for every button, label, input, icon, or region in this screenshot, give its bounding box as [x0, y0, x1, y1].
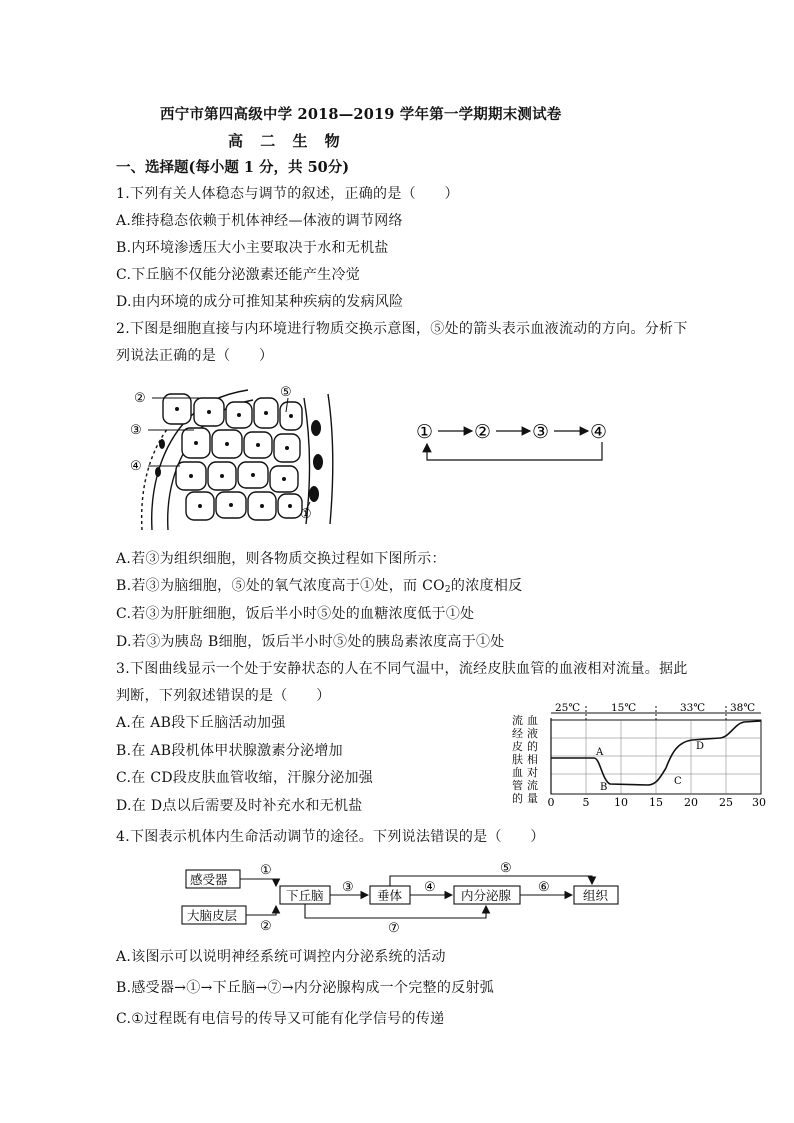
ylabel-char: 液 [527, 727, 538, 740]
q2-option-c: C.若③为肝脏细胞，饭后半小时⑤处的血糖浓度低于①处 [116, 606, 475, 622]
ylabel-char: 经 [512, 727, 523, 740]
q1-option-d: D.由内环境的成分可推知某种疾病的发病风险 [116, 294, 404, 310]
point-label-c: C [674, 776, 682, 787]
box-endocrine: 内分泌腺 [461, 888, 512, 903]
flow-node-1: ① [416, 421, 434, 443]
section-title: 一、选择题(每小题 1 分，共 50分) [116, 159, 350, 176]
tissue-label-2: ② [134, 391, 146, 406]
q2-stem-line1: 2.下图是细胞直接与内环境进行物质交换示意图，⑤处的箭头表示血液流动的方向。分析下 [116, 321, 688, 337]
temp-label-15: 15℃ [611, 702, 637, 714]
xtick-label: 5 [582, 796, 590, 809]
q3-option-d: D.在 D点以后需要及时补充水和无机盐 [116, 798, 363, 814]
point-label-b: B [600, 782, 608, 793]
q4-option-b: B.感受器→①→下丘脑→⑦→内分泌腺构成一个完整的反射弧 [116, 980, 495, 996]
ylabel-char: 皮 [512, 740, 523, 753]
q2-option-b-tail: 的浓度相反 [450, 578, 523, 594]
flow-node-4: ④ [590, 421, 608, 443]
box-hypothalamus: 下丘脑 [286, 888, 324, 903]
box-cortex: 大脑皮层 [187, 908, 238, 923]
ylabel-char: 肤 [512, 753, 523, 766]
path-label-4: ④ [424, 880, 436, 895]
path-label-2: ② [260, 919, 272, 934]
q2-option-b-subscript: 2 [444, 585, 451, 595]
q1-option-b: B.内环境渗透压大小主要取决于水和无机盐 [116, 240, 389, 256]
ylabel-char: 血 [527, 714, 538, 727]
q3-option-c: C.在 CD段皮肤血管收缩，汗腺分泌加强 [116, 770, 374, 786]
exchange-flow-diagram [412, 418, 617, 464]
ylabel-char: 血 [512, 766, 523, 779]
ylabel-char: 的 [512, 792, 523, 805]
ylabel-char: 的 [527, 740, 538, 753]
q1-stem: 1.下列有关人体稳态与调节的叙述，正确的是（ ） [116, 186, 459, 202]
temp-label-25: 25℃ [555, 702, 581, 714]
tissue-label-1: ① [300, 507, 312, 522]
tissue-label-4: ④ [130, 459, 142, 474]
point-label-d: D [696, 741, 705, 752]
q3-option-b: B.在 AB段机体甲状腺激素分泌增加 [116, 743, 343, 759]
q2-option-a: A.若③为组织细胞，则各物质交换过程如下图所示： [116, 551, 446, 567]
flow-node-3: ③ [532, 421, 550, 443]
exam-title: 西宁市第四高级中学 2018—2019 学年第一学期期末测试卷 [160, 106, 562, 123]
q4-option-a: A.该图示可以说明神经系统可调控内分泌系统的活动 [116, 949, 446, 965]
temp-label-33: 33℃ [680, 702, 706, 714]
xtick-label: 0 [547, 796, 555, 809]
regulation-pathway-diagram [180, 858, 620, 934]
q3-stem-line1: 3.下图曲线显示一个处于安静状态的人在不同气温中，流经皮肤血管的血液相对流量。据此 [116, 661, 688, 677]
ylabel-char: 相 [527, 753, 538, 766]
q3-stem-line2: 判断，下列叙述错误的是（ ） [116, 688, 331, 704]
q2-stem-line2: 列说法正确的是（ ） [116, 348, 274, 364]
xtick-label: 15 [649, 796, 663, 809]
ylabel-char: 对 [527, 766, 538, 779]
xtick-label: 25 [719, 796, 733, 809]
ylabel-char: 管 [512, 779, 523, 792]
q4-stem: 4.下图表示机体内生命活动调节的途径。下列说法错误的是（ ） [116, 829, 545, 845]
flow-node-2: ② [474, 421, 492, 443]
ylabel-char: 流 [527, 779, 538, 792]
q1-option-c: C.下丘脑不仅能分泌激素还能产生冷觉 [116, 267, 361, 283]
exam-subject: 高 二 生 物 [228, 132, 346, 150]
q4-option-c: C.①过程既有电信号的传导又可能有化学信号的传递 [116, 1011, 445, 1027]
blood-flow-graph [508, 702, 772, 810]
tissue-label-5: ⑤ [280, 385, 292, 400]
box-tissue: 组织 [583, 888, 609, 903]
q1-option-a: A.维持稳态依赖于机体神经—体液的调节网络 [116, 213, 403, 229]
box-pituitary: 垂体 [377, 888, 403, 903]
xtick-label: 30 [752, 796, 766, 809]
point-label-a: A [596, 747, 604, 758]
ylabel-char: 流 [512, 714, 523, 727]
path-label-3: ③ [342, 880, 354, 895]
box-receptor: 感受器 [190, 872, 228, 887]
q2-option-b-text: B.若③为脑细胞，⑤处的氧气浓度高于①处，而 CO [116, 578, 445, 594]
tissue-exchange-figure [128, 384, 338, 530]
path-label-1: ① [260, 863, 272, 878]
xtick-label: 10 [614, 796, 628, 809]
q2-option-b [116, 575, 522, 595]
path-label-5: ⑤ [500, 861, 512, 876]
tissue-label-3: ③ [130, 423, 142, 438]
q3-option-a: A.在 AB段下丘脑活动加强 [116, 715, 286, 731]
xtick-label: 20 [684, 796, 698, 809]
path-label-7: ⑦ [388, 921, 400, 934]
ylabel-char: 量 [527, 792, 538, 805]
temp-label-38: 38℃ [730, 702, 756, 714]
q2-option-d: D.若③为胰岛 B细胞，饭后半小时⑤处的胰岛素浓度高于①处 [116, 634, 505, 650]
path-label-6: ⑥ [538, 880, 550, 895]
